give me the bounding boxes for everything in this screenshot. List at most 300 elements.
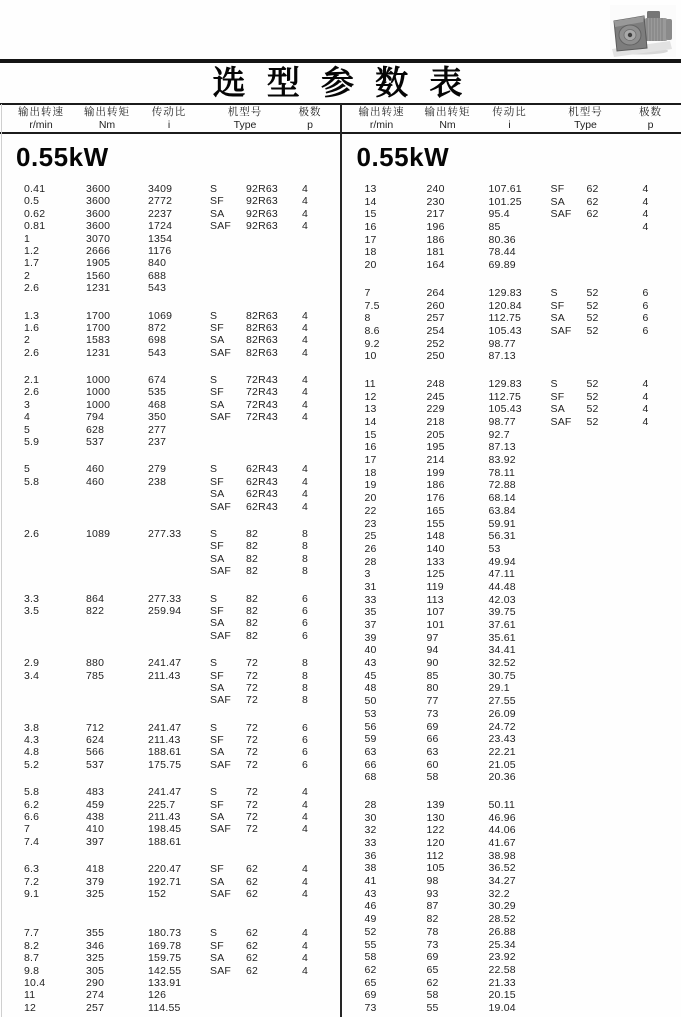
ratio-cell: 220.47 xyxy=(148,863,182,876)
type-code-cell xyxy=(587,926,643,939)
table-row xyxy=(341,799,681,812)
torque-cell: 397 xyxy=(86,835,105,848)
type-prefix-cell: S xyxy=(210,309,218,322)
table-row xyxy=(0,989,341,1001)
speed-cell: 5.9 xyxy=(24,436,40,449)
type-prefix-cell xyxy=(551,221,587,234)
ratio-cell: 180.73 xyxy=(148,927,182,940)
ratio-cell: 29.1 xyxy=(488,682,510,695)
torque-cell: 122 xyxy=(426,824,445,837)
torque-cell: 181 xyxy=(426,246,445,259)
type-code-cell: 72 xyxy=(246,823,259,836)
ratio-cell: 152 xyxy=(148,887,167,900)
ratio-cell: 35.61 xyxy=(488,631,516,644)
table-row xyxy=(0,411,341,423)
table-row xyxy=(0,540,341,552)
type-prefix-cell xyxy=(210,989,246,1001)
header-poles: 极数 xyxy=(298,106,322,118)
poles-cell xyxy=(302,836,322,848)
poles-cell xyxy=(643,454,663,467)
speed-cell: 0.41 xyxy=(24,183,46,195)
ratio-cell: 188.61 xyxy=(148,835,182,848)
row-group xyxy=(0,786,341,848)
speed-cell: 8.7 xyxy=(24,952,40,965)
type-code-cell: 72R43 xyxy=(246,386,278,399)
torque-cell xyxy=(86,540,148,552)
ratio-cell: 101.25 xyxy=(488,195,522,208)
type-code-cell xyxy=(587,606,643,619)
type-prefix-cell: SA xyxy=(550,312,565,325)
poles-cell: 4 xyxy=(302,386,309,399)
ratio-cell: 129.83 xyxy=(488,377,522,390)
speed-cell: 40 xyxy=(364,644,377,657)
poles-cell: 6 xyxy=(302,758,309,771)
type-prefix-cell xyxy=(551,505,587,518)
type-prefix-cell xyxy=(551,429,587,442)
torque-cell: 864 xyxy=(86,592,105,605)
type-code-cell xyxy=(587,771,643,784)
poles-cell xyxy=(643,581,663,594)
torque-cell: 176 xyxy=(426,492,445,505)
torque-cell xyxy=(86,694,148,706)
type-code-cell: 82 xyxy=(246,629,259,642)
type-code-cell xyxy=(587,1002,643,1015)
table-row xyxy=(0,528,341,540)
type-code-cell xyxy=(246,436,302,448)
row-group xyxy=(0,657,341,707)
table-row xyxy=(341,183,681,196)
torque-cell xyxy=(86,565,148,577)
type-prefix-cell xyxy=(210,270,246,282)
speed-cell: 0.81 xyxy=(24,220,46,233)
ratio-cell: 350 xyxy=(148,411,167,424)
table-row xyxy=(0,399,341,411)
poles-cell: 4 xyxy=(302,811,309,824)
ratio-cell: 211.43 xyxy=(148,669,181,682)
speed-cell: 4 xyxy=(24,411,31,424)
table-row xyxy=(341,556,681,569)
poles-cell xyxy=(643,644,663,657)
poles-cell: 4 xyxy=(302,823,309,836)
type-prefix-cell xyxy=(551,568,587,581)
table-row xyxy=(341,888,681,901)
type-prefix-cell xyxy=(551,837,587,850)
torque-cell: 186 xyxy=(426,479,445,492)
torque-cell: 418 xyxy=(86,863,105,876)
type-prefix-cell xyxy=(551,759,587,772)
poles-cell xyxy=(643,479,663,492)
poles-cell xyxy=(643,913,663,926)
poles-cell: 6 xyxy=(642,286,649,299)
speed-cell: 33 xyxy=(364,593,377,606)
table-row xyxy=(341,429,681,442)
poles-cell: 6 xyxy=(302,629,309,642)
speed-cell: 46 xyxy=(364,900,377,913)
ratio-cell: 126 xyxy=(148,989,167,1002)
poles-cell: 4 xyxy=(642,416,649,428)
type-code-cell: 52 xyxy=(586,377,599,390)
ratio-cell: 688 xyxy=(148,269,167,282)
power-rating-left: 0.55kW xyxy=(16,142,109,172)
table-row xyxy=(341,467,681,480)
type-code-cell: 82R63 xyxy=(246,321,278,334)
table-row xyxy=(0,786,341,798)
table-row xyxy=(0,257,341,269)
table-row xyxy=(341,287,681,300)
table-row xyxy=(341,441,681,454)
table-row xyxy=(341,246,681,259)
table-row xyxy=(341,850,681,863)
type-prefix-cell: SA xyxy=(210,488,225,501)
speed-cell: 6.2 xyxy=(24,798,40,811)
type-prefix-cell xyxy=(551,543,587,556)
speed-cell: 20 xyxy=(364,492,377,505)
speed-cell: 41 xyxy=(364,875,377,888)
ratio-cell: 114.55 xyxy=(148,1001,181,1014)
poles-cell xyxy=(643,568,663,581)
poles-cell xyxy=(302,233,322,245)
speed-cell xyxy=(24,553,86,565)
speed-cell: 7.7 xyxy=(24,927,40,940)
ratio-cell: 142.55 xyxy=(148,964,182,977)
type-prefix-cell xyxy=(551,670,587,683)
type-code-cell xyxy=(587,234,643,247)
speed-cell: 3 xyxy=(364,568,371,581)
type-code-cell xyxy=(587,759,643,772)
torque-cell: 199 xyxy=(426,466,445,479)
type-prefix-cell xyxy=(551,900,587,913)
poles-cell: 8 xyxy=(302,540,309,553)
poles-cell xyxy=(643,759,663,772)
type-code-cell xyxy=(587,670,643,683)
torque-cell: 58 xyxy=(426,771,439,784)
torque-cell: 205 xyxy=(426,428,445,441)
poles-cell xyxy=(302,257,322,269)
table-row xyxy=(341,221,681,234)
header-output-speed-unit: r/min xyxy=(369,119,394,131)
speed-cell: 58 xyxy=(364,951,377,964)
ratio-cell: 24.72 xyxy=(488,720,516,733)
row-group xyxy=(0,863,341,900)
ratio-cell: 2237 xyxy=(148,207,173,220)
type-code-cell xyxy=(587,505,643,518)
torque-cell: 112 xyxy=(426,849,444,862)
table-row xyxy=(0,220,341,232)
type-prefix-cell xyxy=(551,939,587,952)
type-code-cell: 72 xyxy=(246,681,259,694)
type-code-cell: 72 xyxy=(246,798,259,811)
torque-cell: 325 xyxy=(86,887,105,900)
type-code-cell xyxy=(587,824,643,837)
ratio-cell: 198.45 xyxy=(148,823,182,836)
speed-cell: 1.2 xyxy=(24,244,40,257)
speed-cell: 9.2 xyxy=(364,337,380,350)
ratio-cell: 2772 xyxy=(148,195,173,208)
poles-cell xyxy=(302,245,322,257)
table-row xyxy=(0,836,341,848)
poles-cell xyxy=(643,682,663,695)
speed-cell: 2 xyxy=(24,334,31,347)
speed-cell: 2.9 xyxy=(24,657,40,670)
poles-cell: 4 xyxy=(302,309,309,322)
table-row xyxy=(341,644,681,657)
ratio-cell: 175.75 xyxy=(148,758,182,771)
page-title: 选 型 参 数 表 xyxy=(212,64,469,101)
type-code-cell: 92R63 xyxy=(246,220,278,233)
ratio-cell: 44.48 xyxy=(488,580,516,593)
poles-cell: 4 xyxy=(302,964,309,977)
type-prefix-cell: SAF xyxy=(210,220,232,233)
type-code-cell: 72 xyxy=(246,669,259,682)
torque-cell: 148 xyxy=(426,530,445,543)
poles-cell xyxy=(643,824,663,837)
torque-cell: 165 xyxy=(426,504,445,517)
table-row xyxy=(0,965,341,977)
table-row xyxy=(341,989,681,1002)
poles-cell xyxy=(643,888,663,901)
torque-cell: 66 xyxy=(426,733,439,746)
ratio-cell: 120.84 xyxy=(488,299,522,312)
type-prefix-cell: SA xyxy=(210,811,225,824)
table-row xyxy=(0,195,341,207)
torque-cell xyxy=(86,488,148,500)
torque-cell: 3600 xyxy=(86,183,111,195)
type-code-cell: 62R43 xyxy=(246,500,278,513)
table-row xyxy=(0,630,341,642)
speed-cell: 5 xyxy=(24,423,31,436)
ratio-cell: 56.31 xyxy=(488,530,516,543)
table-row xyxy=(0,734,341,746)
torque-cell: 1700 xyxy=(86,321,111,334)
ratio-cell: 22.21 xyxy=(488,745,516,758)
type-prefix-cell: S xyxy=(210,927,218,940)
torque-cell: 274 xyxy=(86,989,105,1002)
type-prefix-cell: SF xyxy=(550,183,565,195)
type-prefix-cell xyxy=(551,721,587,734)
type-code-cell: 62 xyxy=(246,927,259,940)
poles-cell: 4 xyxy=(302,220,309,233)
type-prefix-cell: SAF xyxy=(210,823,232,836)
type-prefix-cell xyxy=(551,492,587,505)
speed-cell: 3.5 xyxy=(24,604,40,617)
speed-cell: 16 xyxy=(364,221,377,234)
ratio-cell xyxy=(148,682,210,694)
table-row xyxy=(0,927,341,939)
poles-cell: 4 xyxy=(302,488,309,501)
type-code-cell xyxy=(246,233,302,245)
type-code-cell xyxy=(587,721,643,734)
type-code-cell: 62 xyxy=(586,208,599,221)
poles-cell: 4 xyxy=(302,927,309,940)
poles-cell: 4 xyxy=(302,500,309,513)
poles-cell xyxy=(643,708,663,721)
table-row xyxy=(0,722,341,734)
type-code-cell: 62R43 xyxy=(246,463,278,476)
type-prefix-cell: SF xyxy=(550,299,565,312)
poles-cell: 4 xyxy=(302,398,309,411)
type-code-cell xyxy=(587,913,643,926)
speed-cell xyxy=(24,630,86,642)
type-code-cell: 62 xyxy=(246,952,259,965)
table-row xyxy=(0,310,341,322)
torque-cell: 379 xyxy=(86,875,105,888)
table-row xyxy=(0,811,341,823)
torque-cell: 80 xyxy=(426,682,439,695)
type-code-cell: 82 xyxy=(246,592,259,605)
type-prefix-cell: SF xyxy=(210,195,224,208)
type-code-cell xyxy=(587,259,643,272)
type-prefix-cell: S xyxy=(210,183,218,195)
type-code-cell: 62 xyxy=(586,195,599,208)
type-code-cell xyxy=(587,338,643,351)
ratio-cell: 80.36 xyxy=(488,233,516,246)
type-code-cell: 62 xyxy=(246,887,259,900)
speed-cell: 18 xyxy=(364,466,377,479)
ratio-cell: 129.83 xyxy=(488,286,522,299)
type-prefix-cell: SF xyxy=(210,475,224,488)
type-code-cell: 62 xyxy=(246,964,259,977)
speed-cell: 7 xyxy=(364,286,371,299)
table-row xyxy=(341,594,681,607)
ratio-cell: 1176 xyxy=(148,244,172,257)
speed-cell xyxy=(24,540,86,552)
type-prefix-cell: SAF xyxy=(550,208,572,221)
table-row xyxy=(341,208,681,221)
header-output-torque: 输出转矩 xyxy=(84,106,130,118)
torque-cell: 3600 xyxy=(86,207,111,220)
left-table xyxy=(0,133,341,1017)
poles-cell: 4 xyxy=(302,875,309,888)
type-code-cell: 72R43 xyxy=(246,398,278,411)
type-prefix-cell: SA xyxy=(210,952,225,965)
poles-cell xyxy=(643,429,663,442)
torque-cell: 305 xyxy=(86,964,105,977)
table-row xyxy=(341,543,681,556)
ratio-cell: 87.13 xyxy=(488,441,516,454)
speed-cell: 8.2 xyxy=(24,939,40,952)
ratio-cell: 46.96 xyxy=(488,811,516,824)
speed-cell: 53 xyxy=(364,707,377,720)
torque-cell: 113 xyxy=(426,593,444,606)
torque-cell: 628 xyxy=(86,423,105,436)
torque-cell: 1089 xyxy=(86,527,111,540)
torque-cell: 97 xyxy=(426,631,439,644)
table-row xyxy=(0,183,341,195)
speed-cell: 14 xyxy=(364,195,377,208)
table-row xyxy=(341,682,681,695)
speed-cell: 25 xyxy=(364,530,377,543)
table-row xyxy=(341,771,681,784)
table-row xyxy=(341,581,681,594)
type-prefix-cell: SAF xyxy=(210,346,232,359)
poles-cell xyxy=(302,424,322,436)
header-output-torque-unit: Nm xyxy=(439,119,456,131)
ratio-cell: 188.61 xyxy=(148,746,182,759)
torque-cell: 229 xyxy=(426,403,445,416)
table-row xyxy=(0,617,341,629)
type-code-cell xyxy=(246,257,302,269)
type-code-cell: 62 xyxy=(246,939,259,952)
ratio-cell: 277.33 xyxy=(148,592,182,605)
type-prefix-cell xyxy=(551,733,587,746)
table-row xyxy=(0,374,341,386)
type-prefix-cell: SF xyxy=(210,604,224,617)
type-prefix-cell xyxy=(551,812,587,825)
ratio-cell: 34.27 xyxy=(488,875,516,888)
speed-cell: 66 xyxy=(364,758,377,771)
ratio-cell: 26.88 xyxy=(488,925,516,938)
ratio-cell: 36.52 xyxy=(488,862,516,875)
torque-cell: 252 xyxy=(426,337,445,350)
type-code-cell: 72 xyxy=(246,657,259,670)
type-code-cell xyxy=(587,799,643,812)
ratio-cell: 44.06 xyxy=(488,824,516,837)
speed-cell: 39 xyxy=(364,631,377,644)
ratio-cell xyxy=(148,630,210,642)
table-row xyxy=(0,233,341,245)
speed-cell: 2.6 xyxy=(24,282,40,295)
poles-cell: 4 xyxy=(642,208,649,221)
ratio-cell: 241.47 xyxy=(148,786,182,799)
torque-cell: 101 xyxy=(426,619,445,631)
poles-cell: 4 xyxy=(302,786,309,799)
torque-cell: 880 xyxy=(86,657,105,670)
torque-cell: 240 xyxy=(426,183,445,195)
table-row xyxy=(341,721,681,734)
speed-cell: 0.5 xyxy=(24,195,40,208)
torque-cell: 537 xyxy=(86,758,105,771)
type-prefix-cell xyxy=(551,581,587,594)
speed-cell: 11 xyxy=(364,377,376,390)
ratio-cell: 277.33 xyxy=(148,527,182,540)
type-code-cell: 72 xyxy=(246,721,259,734)
table-row xyxy=(341,746,681,759)
speed-cell: 49 xyxy=(364,913,377,926)
type-prefix-cell xyxy=(210,977,246,989)
poles-cell xyxy=(643,350,663,363)
poles-cell xyxy=(643,505,663,518)
type-prefix-cell xyxy=(551,259,587,272)
type-prefix-cell xyxy=(551,619,587,632)
type-prefix-cell: SF xyxy=(210,669,224,682)
torque-cell: 346 xyxy=(86,939,105,952)
torque-cell: 139 xyxy=(426,798,445,811)
ratio-cell: 47.11 xyxy=(488,568,515,581)
speed-cell: 10 xyxy=(364,350,377,363)
type-code-cell xyxy=(246,270,302,282)
table-row xyxy=(341,837,681,850)
type-prefix-cell xyxy=(551,246,587,259)
type-prefix-cell: SAF xyxy=(210,758,232,771)
type-code-cell: 82R63 xyxy=(246,346,278,359)
table-row xyxy=(341,733,681,746)
torque-cell: 55 xyxy=(426,1001,439,1014)
header-ratio: 传动比 xyxy=(492,106,527,118)
ratio-cell: 22.58 xyxy=(488,963,516,976)
power-rating-right: 0.55kW xyxy=(356,142,450,172)
type-code-cell xyxy=(587,951,643,964)
table-row xyxy=(0,1002,341,1014)
speed-cell: 59 xyxy=(364,733,377,746)
speed-cell: 12 xyxy=(24,1001,37,1014)
ratio-cell: 1724 xyxy=(148,220,173,233)
poles-cell xyxy=(643,543,663,556)
ratio-cell xyxy=(148,565,210,577)
type-code-cell: 82 xyxy=(246,565,259,578)
poles-cell xyxy=(643,771,663,784)
speed-cell: 31 xyxy=(364,580,377,593)
speed-cell: 56 xyxy=(364,720,377,733)
